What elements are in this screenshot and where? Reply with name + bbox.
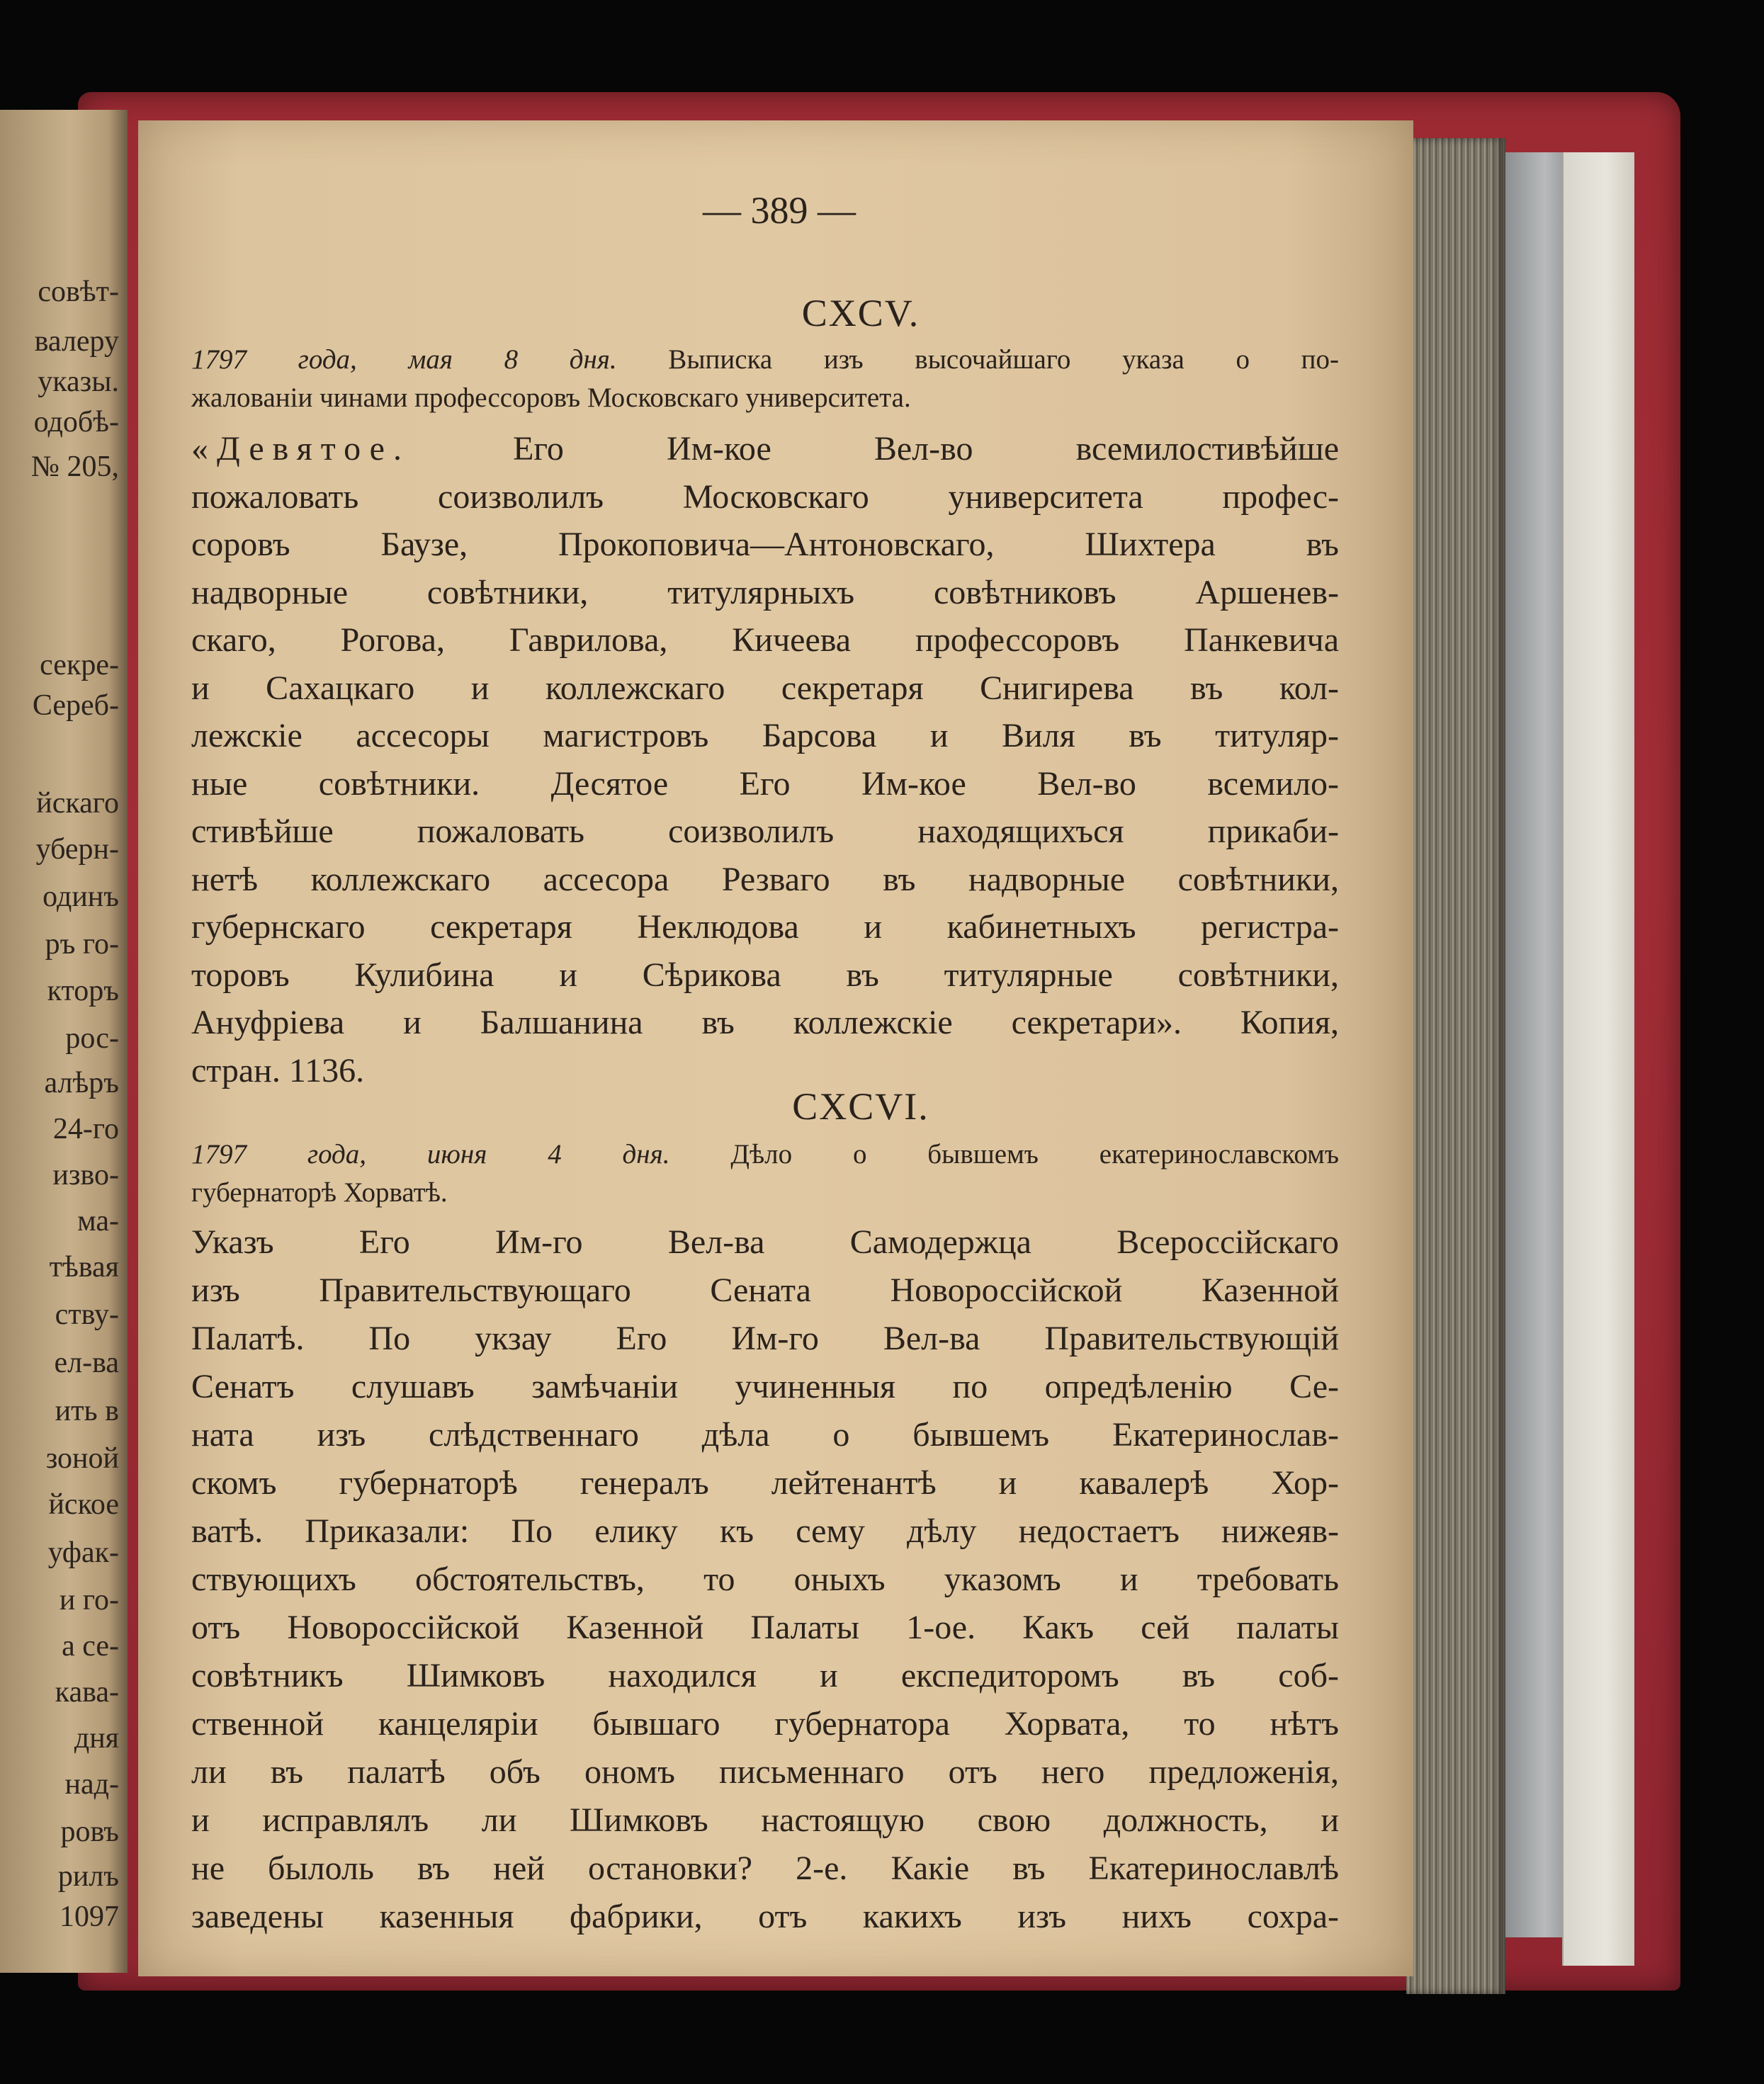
left-page-fragment: уберн-: [35, 833, 119, 866]
spaced-text: «Девятое.: [191, 430, 410, 468]
body-line: [191, 1466, 1339, 1500]
body-line: [191, 1322, 1339, 1356]
left-page-fragment: а се-: [62, 1630, 119, 1663]
left-page-fragment: ръ го-: [45, 928, 119, 961]
left-page-fragment: секре-: [40, 649, 119, 681]
left-page: [0, 110, 128, 1973]
body-text: надворные совѣтники, титулярныхъ совѣтниковъ Аршенев-: [191, 574, 1339, 611]
intro-text: жалованіи чинами профессоровъ Московскаго университета.: [191, 383, 911, 413]
body-line: [191, 1054, 1339, 1088]
body-text: торовъ Кулибина и Сѣрикова въ титулярные совѣтники,: [191, 956, 1339, 994]
intro-line: [191, 1179, 1339, 1206]
body-line: [191, 1418, 1339, 1452]
body-text: пожаловать соизволилъ Московскаго университета профес-: [191, 478, 1339, 516]
left-page-fragment: 24-го: [52, 1113, 119, 1145]
left-page-fragment: над-: [64, 1768, 119, 1801]
left-page-fragment: тѣвая: [49, 1251, 119, 1284]
body-line: [191, 480, 1339, 514]
body-line: [191, 432, 1339, 466]
body-line: [191, 576, 1339, 610]
left-page-fragment: Сереб-: [32, 689, 119, 722]
body-text: Ануфріева и Балшанина въ коллежскіе секретари». Копия,: [191, 1004, 1339, 1041]
body-line: [191, 863, 1339, 897]
left-page-fragment: зоной: [45, 1442, 119, 1475]
page-block-edge: [1406, 138, 1505, 1994]
body-text: ственной канцеляріи бывшаго губернатора Хорвата, то нѣтъ: [191, 1705, 1339, 1743]
left-page-fragment: кторъ: [47, 975, 119, 1007]
body-text: изъ Правительствующаго Сената Новороссійской Казенной: [191, 1272, 1339, 1309]
body-line: [191, 1225, 1339, 1259]
body-text: нетѣ коллежскаго ассесора Резваго въ надворные совѣтники,: [191, 861, 1339, 898]
intro-text: губернаторѣ Хорватѣ.: [191, 1177, 448, 1208]
left-page-fragment: уфак-: [47, 1536, 119, 1569]
body-text: заведены казенныя фабрики, отъ какихъ изъ нихъ сохра-: [191, 1898, 1339, 1935]
left-page-fragment: дня: [74, 1722, 119, 1755]
body-line: [191, 1659, 1339, 1693]
body-text: Сенатъ слушавъ замѣчаніи учиненныя по опредѣленію Се-: [191, 1368, 1339, 1405]
left-page-fragment: одинъ: [43, 880, 119, 913]
body-text: Его Им-кое Вел-во всемилостивѣйше: [409, 430, 1339, 468]
body-line: [191, 1900, 1339, 1934]
section-heading-cxcvi: CXCVI.: [792, 1085, 929, 1128]
body-line: [191, 1514, 1339, 1548]
body-text: скомъ губернаторѣ генералъ лейтенантѣ и кавалерѣ Хор-: [191, 1464, 1339, 1502]
left-page-fragment: йское: [48, 1488, 119, 1521]
left-page-fragment: валеру: [34, 325, 119, 358]
intro-line: [191, 1140, 1339, 1168]
left-page-fragment: йскаго: [36, 787, 119, 820]
body-text: скаго, Рогова, Гаврилова, Кичеева профессоровъ Панкевича: [191, 621, 1339, 659]
body-text: стран. 1136.: [191, 1052, 365, 1089]
body-line: [191, 1611, 1339, 1645]
left-page-fragment: ма-: [77, 1205, 119, 1238]
body-text: Палатѣ. По укзау Его Им-го Вел-ва Правительствующій: [191, 1320, 1339, 1357]
left-page-fragment: одобѣ-: [33, 406, 119, 438]
body-line: [191, 1370, 1339, 1404]
body-text: ные совѣтники. Десятое Его Им-кое Вел-во всемило-: [191, 765, 1339, 803]
left-page-fragment: рилъ: [57, 1860, 119, 1893]
body-line: [191, 669, 1339, 707]
body-line: [191, 1755, 1339, 1789]
body-line: [191, 958, 1339, 992]
body-text: ли въ палатѣ объ ономъ письменнаго отъ него предложенія,: [191, 1753, 1339, 1791]
date-text: 1797 года, июня 4 дня.: [191, 1139, 670, 1170]
body-line: [191, 1006, 1339, 1040]
date-text: 1797 года, мая 8 дня.: [191, 344, 617, 375]
left-page-fragment: № 205,: [30, 451, 119, 483]
body-text: и исправлялъ ли Шимковъ настоящую свою должность, и: [191, 1801, 1339, 1839]
body-text: стивѣйше пожаловать соизволилъ находящихъся прикаби-: [191, 812, 1339, 850]
body-line: [191, 528, 1339, 562]
left-page-fragment: изво-: [52, 1159, 119, 1191]
body-text: и Сахацкаго и коллежскаго секретаря Снигирева въ кол-: [191, 669, 1339, 707]
page-number: — 389 —: [703, 189, 856, 232]
body-line: [191, 623, 1339, 657]
intro-line: [191, 384, 1339, 412]
left-page-fragment: совѣт-: [38, 276, 119, 308]
left-page-fragment: кава-: [55, 1676, 119, 1709]
book-page: [138, 120, 1413, 1976]
left-page-fragment: рос-: [65, 1022, 119, 1055]
body-line: [191, 1274, 1339, 1308]
body-text: Указъ Его Им-го Вел-ва Самодержца Всероссійскаго: [191, 1223, 1339, 1261]
body-text: ствующихъ обстоятельствъ, то оныхъ указомъ и требовать: [191, 1561, 1339, 1598]
body-text: не былоль въ ней остановки? 2-е. Какіе въ Екатеринославлѣ: [191, 1850, 1339, 1887]
left-page-fragment: ровъ: [60, 1816, 119, 1848]
body-line: [191, 910, 1339, 944]
left-page-fragment: алѣръ: [44, 1067, 119, 1099]
body-text: совѣтникъ Шимковъ находился и експедиторомъ въ соб-: [191, 1657, 1339, 1694]
body-text: лежскіе ассесоры магистровъ Барсова и Виля въ титуляр-: [191, 717, 1339, 754]
white-sheet: [1562, 152, 1634, 1966]
body-line: [191, 1803, 1339, 1837]
intro-text: Дѣло о бывшемъ екатеринославскомъ: [669, 1139, 1339, 1170]
left-page-fragment: ить в: [55, 1395, 119, 1427]
body-text: ватѣ. Приказали: По елику къ сему дѣлу недостаетъ нижеяв-: [191, 1512, 1339, 1550]
left-page-fragment: 1097: [60, 1901, 119, 1933]
left-page-fragment: и го-: [59, 1584, 119, 1616]
body-text: губернскаго секретаря Неклюдова и кабинетныхъ регистра-: [191, 908, 1339, 946]
body-text: соровъ Баузе, Прокоповича—Антоновскаго, Шихтера въ: [191, 526, 1339, 563]
body-line: [191, 1852, 1339, 1886]
body-text: отъ Новороссійской Казенной Палаты 1-ое. Какъ сей палаты: [191, 1609, 1339, 1646]
body-line: [191, 767, 1339, 801]
body-line: [191, 1563, 1339, 1597]
grey-sheet: [1505, 152, 1562, 1937]
body-line: [191, 812, 1339, 850]
body-text: ната изъ слѣдственнаго дѣла о бывшемъ Екатеринослав-: [191, 1416, 1339, 1454]
intro-line: [191, 346, 1339, 373]
left-page-fragment: указы.: [38, 366, 119, 398]
intro-text: Выписка изъ высочайшаго указа о по-: [616, 344, 1339, 375]
section-heading-cxcv: CXCV.: [801, 292, 920, 334]
body-line: [191, 719, 1339, 753]
left-page-fragment: ел-ва: [54, 1347, 119, 1379]
left-page-fragment: ству-: [55, 1298, 119, 1331]
body-line: [191, 1707, 1339, 1741]
